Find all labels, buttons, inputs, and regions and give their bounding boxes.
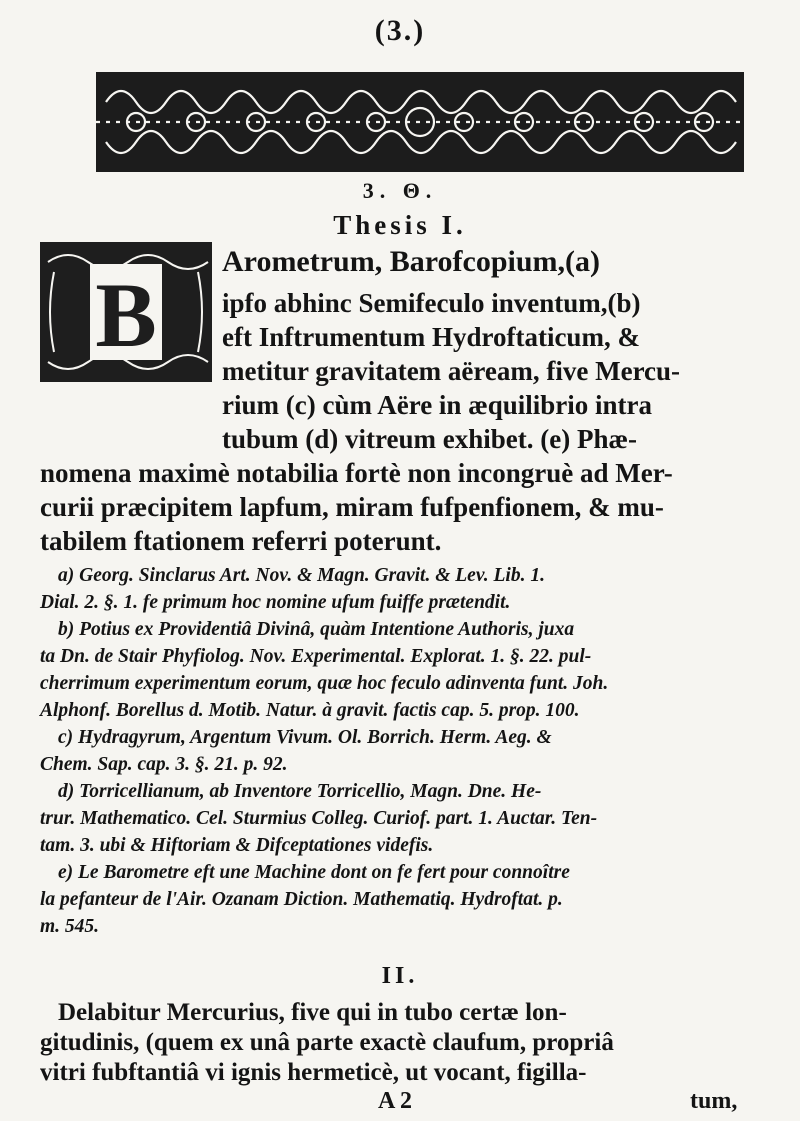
footnote-line: Alphonf. Borellus d. Motib. Natur. à gravit. factis cap. 5. prop. 100. (40, 700, 580, 721)
signature-mark-bottom: A 2 (378, 1088, 413, 1114)
section-line: Delabitur Mercurius, five qui in tubo certæ lon- (58, 999, 567, 1026)
catchword: tum, (690, 1088, 738, 1114)
thesis-line: eft Inftrumentum Hydroftaticum, & (222, 322, 640, 352)
footnote-line: Dial. 2. §. 1. fe primum hoc nomine ufum fuiffe prætendit. (40, 592, 511, 613)
footnote-line: tam. 3. ubi & Hiftoriam & Difceptationes videfis. (40, 835, 434, 856)
footnote-line: trur. Mathematico. Cel. Sturmius Colleg. Curiof. part. 1. Auctar. Ten- (40, 808, 598, 829)
thesis-line: metitur gravitatem aëream, five Mercu- (222, 356, 681, 386)
footnote-line: b) Potius ex Providentiâ Divinâ, quàm Intentione Authoris, juxa (58, 619, 575, 640)
footnote-line: cherrimum experimentum eorum, quæ hoc feculo adinventa funt. Joh. (40, 673, 609, 694)
thesis-line: tabilem ftationem referri poterunt. (40, 526, 442, 556)
footnote-line: Chem. Sap. cap. 3. §. 21. p. 92. (40, 754, 288, 775)
footnote-line: c) Hydragyrum, Argentum Vivum. Ol. Borrich. Herm. Aeg. & (58, 727, 552, 748)
headpiece-ornament (96, 72, 744, 172)
footnote-line: d) Torricellianum, ab Inventore Torricellio, Magn. Dne. He- (58, 781, 542, 802)
decorated-initial (40, 242, 212, 382)
thesis-line: nomena maximè notabilia fortè non incongruè ad Mer- (40, 458, 673, 488)
footnote-line: ta Dn. de Stair Phyfiolog. Nov. Experimental. Explorat. 1. §. 22. pul- (40, 646, 592, 667)
thesis-title: Thesis I. (333, 210, 467, 240)
section-line: gitudinis, (quem ex unâ parte exactè claufum, propriâ (40, 1029, 614, 1056)
footnote-line: a) Georg. Sinclarus Art. Nov. & Magn. Gravit. & Lev. Lib. 1. (58, 565, 545, 586)
section-line: vitri fubftantiâ vi ignis hermeticè, ut vocant, figilla- (40, 1059, 587, 1086)
initial-letter: B (95, 264, 157, 366)
footnote-line: la pefanteur de l'Air. Ozanam Diction. Mathematiq. Hydroftat. p. (40, 889, 563, 910)
footnote-line: m. 545. (40, 916, 100, 937)
section-number: II. (381, 963, 419, 989)
page-number: (3.) (374, 14, 426, 47)
signature-mark: 3. Θ. (362, 178, 438, 203)
thesis-line: ipfo abhinc Semifeculo inventum,(b) (222, 288, 641, 318)
thesis-line: rium (c) cùm Aëre in æquilibrio intra (222, 390, 652, 420)
thesis-line: curii præcipitem lapfum, miram fufpenfionem, & mu- (40, 492, 664, 522)
footnote-line: e) Le Barometre eft une Machine dont on fe fert pour connoître (58, 862, 570, 883)
thesis-line: Arometrum, Barofcopium,(a) (222, 245, 600, 278)
thesis-line: tubum (d) vitreum exhibet. (e) Phæ- (222, 424, 637, 454)
